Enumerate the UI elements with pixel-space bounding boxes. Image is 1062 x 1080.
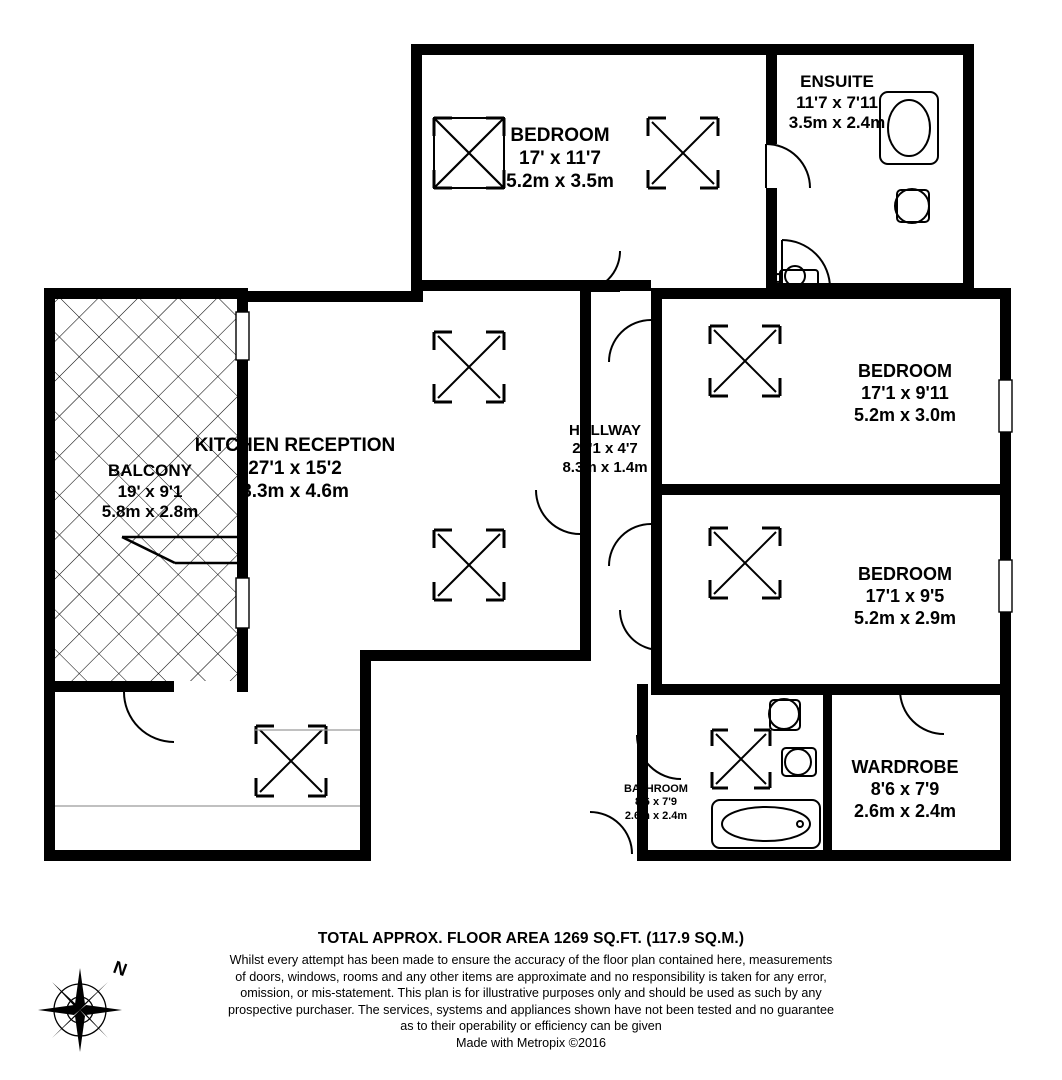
room-name: ENSUITE — [800, 72, 874, 91]
room-label-bathroom — [596, 783, 716, 823]
room-name: BEDROOM — [858, 361, 952, 381]
made-with-credit: Made with Metropix ©2016 — [456, 1036, 606, 1051]
room-dim-imperial: 17'1 x 9'5 — [865, 585, 945, 606]
room-label-bedroom2 — [790, 361, 1020, 427]
room-name: KITCHEN RECEPTION — [194, 435, 396, 456]
room-dim-metric: 5.2m x 3.0m — [853, 404, 957, 425]
disclaimer-line: Whilst every attempt has been made to ensure the accuracy of the floor plan contained here, measurements — [229, 953, 833, 967]
disclaimer — [191, 952, 871, 1035]
room-dim-imperial: 17' x 11'7 — [519, 148, 601, 170]
room-name: BEDROOM — [858, 564, 952, 584]
room-dim-imperial: 8'6 x 7'9 — [870, 778, 940, 799]
room-name: HALLWAY — [569, 422, 641, 439]
room-name: WARDROBE — [851, 757, 959, 777]
room-name: BATHROOM — [624, 783, 688, 795]
disclaimer-line: as to their operability or efficiency can be given — [400, 1019, 662, 1034]
compass-north-label: N — [110, 956, 130, 981]
room-dim-imperial: 8'6 x 7'9 — [635, 796, 677, 809]
room-dim-imperial: 27'1 x 4'7 — [572, 440, 638, 458]
room-dim-metric: 2.6m x 2.4m — [853, 800, 957, 821]
room-dim-metric: 5.2m x 2.9m — [853, 607, 957, 628]
room-dim-metric: 8.3m x 4.6m — [241, 481, 349, 503]
room-dim-metric: 8.3m x 1.4m — [562, 458, 648, 476]
room-name: BEDROOM — [510, 125, 610, 146]
room-dim-metric: 5.8m x 2.8m — [101, 502, 199, 522]
room-label-hallway — [495, 422, 715, 477]
total-floor-area: TOTAL APPROX. FLOOR AREA 1269 SQ.FT. (117.9 SQ.M.) — [317, 930, 745, 947]
room-name: BALCONY — [107, 461, 193, 480]
footer — [0, 930, 1062, 1050]
disclaimer-line: of doors, windows, rooms and any other items are approximate and no responsibility is taken for any error, — [235, 969, 827, 984]
disclaimer-line: prospective purchaser. The services, systems and appliances shown have not been tested and no guarantee — [227, 1002, 835, 1017]
disclaimer-line: omission, or mis-statement. This plan is for illustrative purposes only and should be used as such by any — [240, 986, 822, 1001]
room-dim-metric: 3.5m x 2.4m — [788, 113, 886, 133]
room-label-bedroom3 — [790, 564, 1020, 630]
room-dim-metric: 5.2m x 3.5m — [506, 171, 614, 193]
room-dim-imperial: 17'1 x 9'11 — [861, 382, 949, 403]
room-label-ensuite — [712, 72, 962, 134]
room-label-wardrobe — [790, 757, 1020, 823]
room-dim-imperial: 19' x 9'1 — [117, 481, 183, 501]
room-dim-metric: 2.6m x 2.4m — [624, 809, 688, 822]
room-dim-imperial: 27'1 x 15'2 — [248, 458, 342, 480]
room-label-bedroom1 — [440, 124, 680, 194]
room-label-balcony — [40, 461, 260, 523]
room-dim-imperial: 11'7 x 7'11 — [796, 92, 878, 112]
